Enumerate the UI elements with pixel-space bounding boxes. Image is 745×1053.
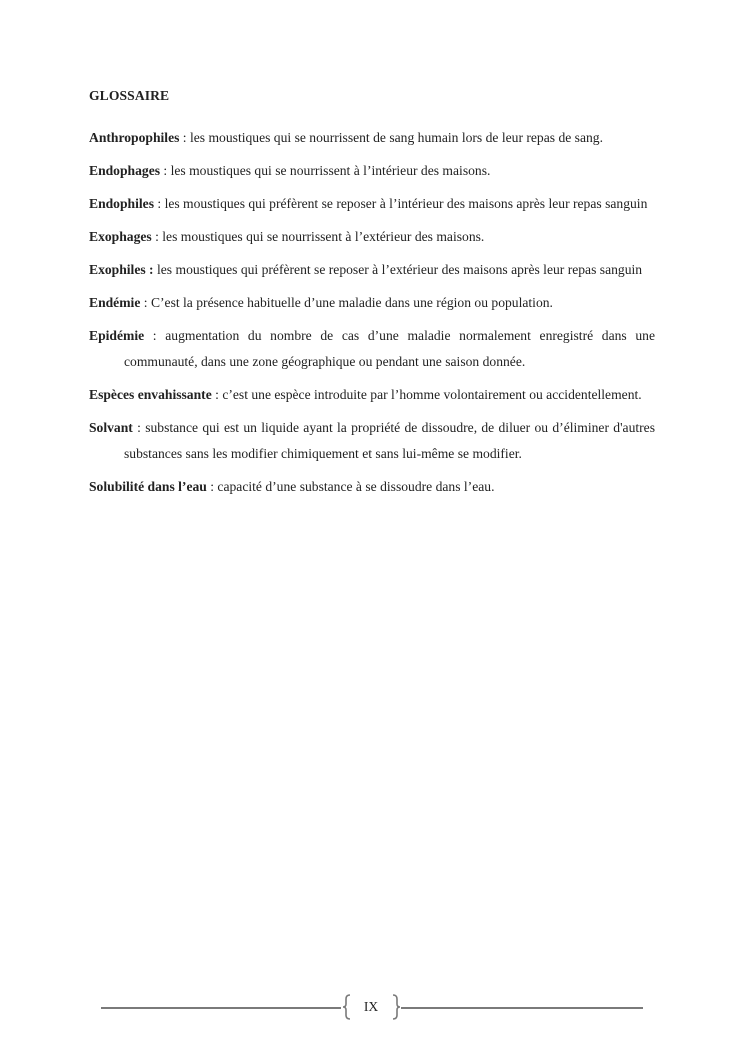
- page-title: GLOSSAIRE: [89, 88, 170, 103]
- glossary-term: Endophages: [89, 163, 161, 178]
- footer-rule-right: [401, 1007, 643, 1009]
- glossary-entry-exophages: [89, 224, 655, 250]
- page-footer: [0, 990, 745, 1026]
- glossary-term: Exophiles :: [89, 262, 154, 277]
- glossary-definition: les moustiques qui se nourrissent de sang humain lors de leur repas de sang.: [189, 130, 604, 145]
- page-number: IX: [363, 999, 379, 1014]
- glossary-entry-epidemie: [89, 323, 655, 375]
- glossary-entry-solubilite-dans-l-eau: [89, 474, 655, 500]
- glossary-separator: :: [206, 479, 218, 494]
- glossary-term: Endémie: [89, 295, 141, 310]
- glossary-entry-exophiles: [89, 257, 655, 283]
- glossary-separator: :: [153, 196, 165, 211]
- glossary-definition: les moustiques qui se nourrissent à l’extérieur des maisons.: [162, 229, 485, 244]
- glossary-entry-endophages: [89, 158, 655, 184]
- glossary-separator: :: [132, 420, 146, 435]
- glossary-separator: :: [144, 328, 166, 343]
- glossary-term: Epidémie: [89, 328, 145, 343]
- right-brace-icon: [391, 994, 401, 1020]
- glossary-separator: :: [151, 229, 163, 244]
- glossary-definition: les moustiques qui préfèrent se reposer à l’extérieur des maisons après leur repas sanguin: [157, 262, 643, 277]
- glossary-term: Anthropophiles: [89, 130, 180, 145]
- glossary-definition: c’est une espèce introduite par l’homme volontairement ou accidentellement.: [222, 387, 642, 402]
- glossary-separator: :: [211, 387, 223, 402]
- glossary-term: Solubilité dans l’eau: [89, 479, 207, 494]
- glossary-term: Exophages: [89, 229, 152, 244]
- footer-rule-left: [101, 1007, 341, 1009]
- glossary-list: [89, 125, 655, 507]
- glossary-separator: :: [140, 295, 151, 310]
- glossary-separator: :: [160, 163, 171, 178]
- glossary-entry-solvant: [89, 415, 655, 467]
- glossary-term: Solvant: [89, 420, 133, 435]
- glossary-entry-especes-envahissante: [89, 382, 655, 408]
- glossary-separator: :: [179, 130, 190, 145]
- glossary-definition: les moustiques qui préfèrent se reposer à l’intérieur des maisons après leur repas sanguin: [164, 196, 648, 211]
- glossary-definition: augmentation du nombre de cas d’une maladie normalement enregistré dans une communauté, dans une zone géographique ou pendant une saison donnée.: [124, 328, 655, 369]
- glossary-entry-endemie: [89, 290, 655, 316]
- glossary-definition: capacité d’une substance à se dissoudre dans l’eau.: [217, 479, 495, 494]
- glossary-term: Espèces envahissante: [89, 387, 212, 402]
- glossary-definition: substance qui est un liquide ayant la propriété de dissoudre, de diluer ou d’éliminer d'autres substances sans les modifier chimiquement et sans lui-même se modifier.: [124, 420, 655, 461]
- glossary-definition: les moustiques qui se nourrissent à l’intérieur des maisons.: [170, 163, 491, 178]
- glossary-definition: C’est la présence habituelle d’une maladie dans une région ou population.: [150, 295, 553, 310]
- glossary-term: Endophiles: [89, 196, 154, 211]
- glossary-entry-endophiles: [89, 191, 655, 217]
- glossary-entry-anthropophiles: [89, 125, 655, 151]
